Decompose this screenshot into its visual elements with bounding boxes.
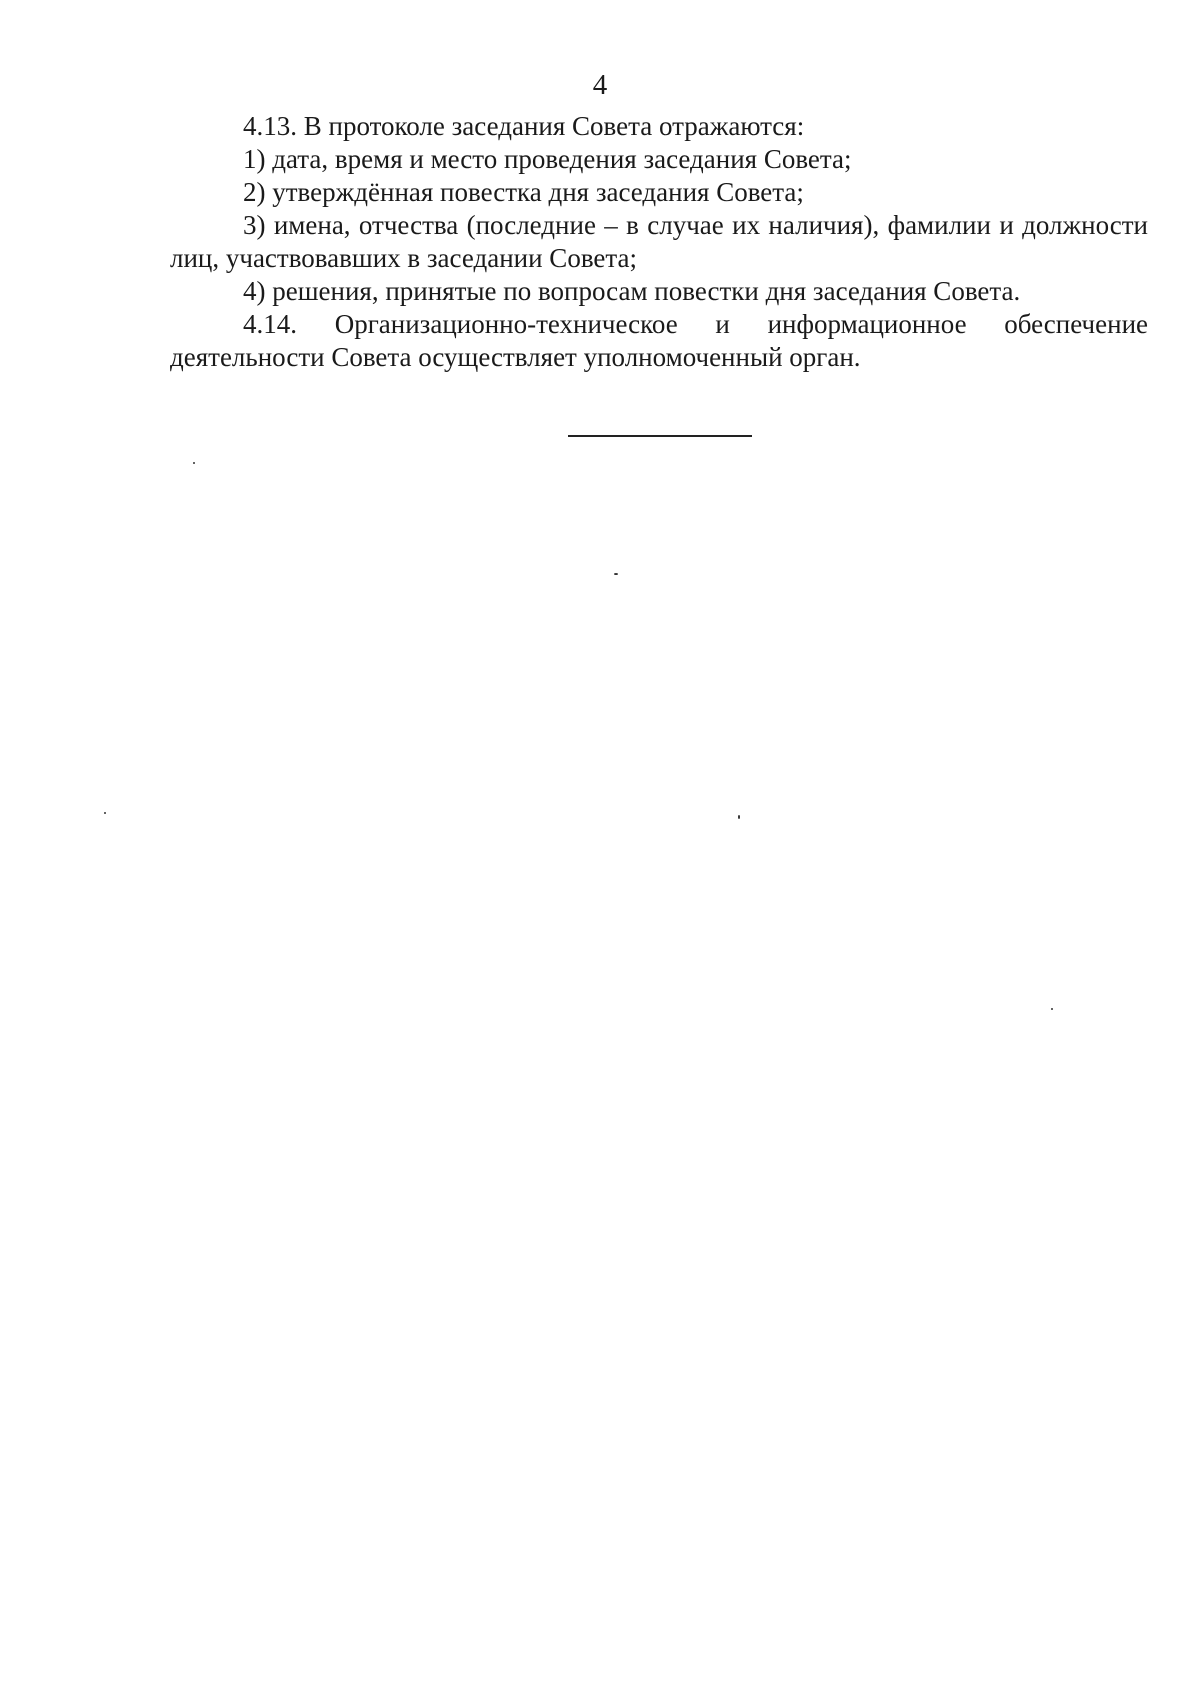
list-item-3: 3) имена, отчества (последние – в случае их наличия), фамилии и должности лиц, участвовавших в заседании Совета; [170,210,1148,273]
paragraph-4-13: 4.13. В протоколе заседания Совета отражаются: [243,111,805,141]
scan-speck [104,812,106,814]
list-item-4: 4) решения, принятые по вопросам повестки дня заседания Совета. [243,276,1021,306]
scan-speck [614,573,618,575]
list-item-1: 1) дата, время и место проведения заседания Совета; [243,144,852,174]
page-number: 4 [592,69,608,101]
list-item-2: 2) утверждённая повестка дня заседания Совета; [243,177,804,207]
paragraph-4-14: 4.14. Организационно-техническое и информационное обеспечение деятельности Совета осуществляет уполномоченный орган. [170,309,1148,372]
document-body [170,110,1148,374]
scan-speck [193,462,195,464]
closing-separator-line [568,435,752,437]
scan-speck [1051,1008,1053,1010]
scan-speck [738,815,740,819]
